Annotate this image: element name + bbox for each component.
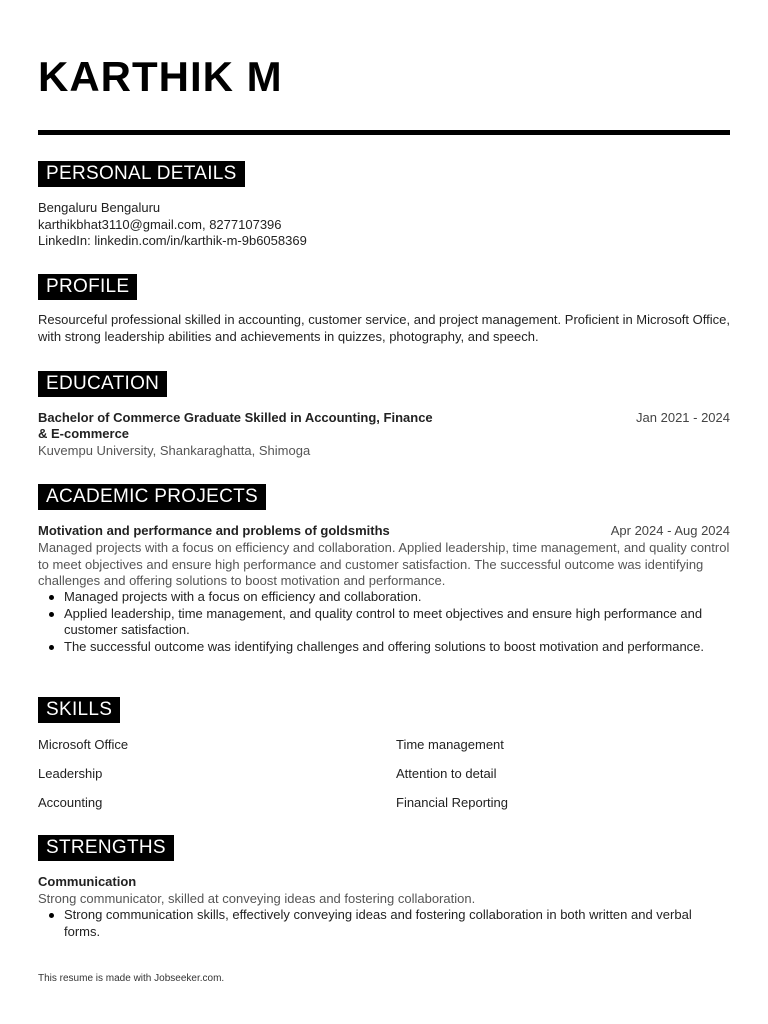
bullet-text: Managed projects with a focus on efficiency and collaboration. xyxy=(64,589,422,604)
strength-bullet-list xyxy=(38,907,730,940)
education-dates: Jan 2021 - 2024 xyxy=(636,410,730,425)
footer-note: This resume is made with Jobseeker.com. xyxy=(38,973,225,984)
linkedin-text: LinkedIn: linkedin.com/in/karthik-m-9b6058369 xyxy=(38,233,307,248)
list-item xyxy=(38,907,730,940)
project-bullet-list xyxy=(38,589,730,655)
candidate-name: KARTHIK M xyxy=(38,53,283,100)
bullet-icon xyxy=(49,595,54,600)
bullet-text: Applied leadership, time management, and quality control to meet objectives and ensure high performance and customer satisfaction. xyxy=(64,605,703,638)
strength-summary: Strong communicator, skilled at conveying ideas and fostering collaboration. xyxy=(38,891,476,906)
degree-title-line2: & E-commerce xyxy=(38,426,130,441)
list-item xyxy=(38,589,730,606)
bullet-text: Strong communication skills, effectively conveying ideas and fostering collaboration in both written and verbal forms. xyxy=(64,907,692,939)
list-item xyxy=(38,606,730,639)
strength-heading: Communication xyxy=(38,874,137,889)
contact-text: karthikbhat3110@gmail.com, 8277107396 xyxy=(38,217,282,232)
section-heading-profile: PROFILE xyxy=(38,274,137,300)
project-summary: Managed projects with a focus on efficiency and collaboration. Applied leadership, time management, and quality control to meet objectives and ensure high performance and customer satisfaction. The successful outcome was identifying challenges and offering solutions to boost motivation and performance. xyxy=(38,540,730,589)
section-heading-education: EDUCATION xyxy=(38,371,167,397)
skill-item: Accounting xyxy=(38,795,103,810)
section-heading-skills: SKILLS xyxy=(38,697,120,723)
project-dates: Apr 2024 - Aug 2024 xyxy=(610,523,730,538)
skill-item: Microsoft Office xyxy=(38,737,129,752)
section-heading-strengths: STRENGTHS xyxy=(38,835,174,861)
bullet-icon xyxy=(49,612,54,617)
profile-summary: Resourceful professional skilled in accounting, customer service, and project management. Proficient in Microsoft Office, with strong leadership abilities and achievements in quizzes, photography, and speech. xyxy=(38,312,730,344)
list-item xyxy=(38,639,730,656)
skill-item: Financial Reporting xyxy=(396,795,509,810)
location-text: Bengaluru Bengaluru xyxy=(38,200,161,215)
institution-text: Kuvempu University, Shankaraghatta, Shimoga xyxy=(38,443,311,458)
bullet-icon xyxy=(49,645,54,650)
skill-item: Time management xyxy=(396,737,504,752)
skill-item: Attention to detail xyxy=(396,766,497,781)
project-title: Motivation and performance and problems of goldsmiths xyxy=(38,523,390,538)
bullet-icon xyxy=(49,913,54,918)
skill-item: Leadership xyxy=(38,766,103,781)
section-heading-personal-details: PERSONAL DETAILS xyxy=(38,161,245,187)
bullet-text: The successful outcome was identifying challenges and offering solutions to boost motivation and performance. xyxy=(64,638,705,654)
degree-title-line1: Bachelor of Commerce Graduate Skilled in Accounting, Finance xyxy=(38,410,433,425)
section-heading-academic-projects: ACADEMIC PROJECTS xyxy=(38,484,266,510)
header-divider xyxy=(38,130,730,135)
